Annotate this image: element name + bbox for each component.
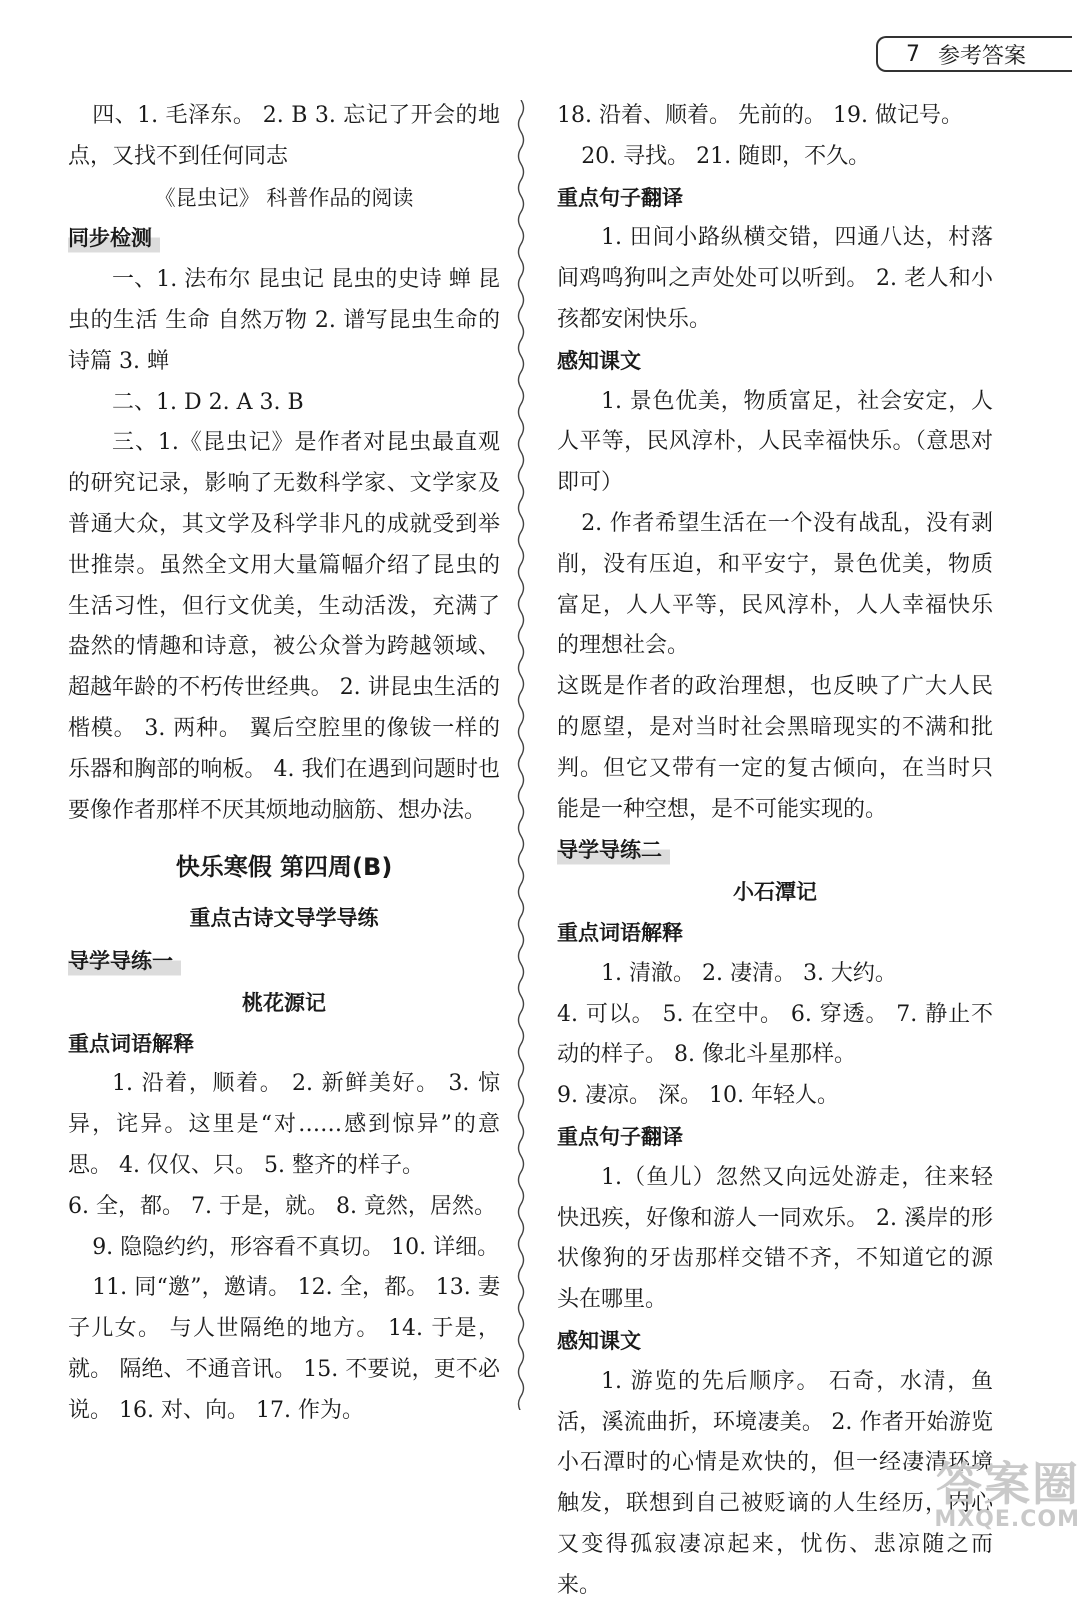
- answer-para: 2. 作者希望生活在一个没有战乱，没有剥削，没有压迫，和平安宁，景色优美，物质富足，人人平等，民风淳朴，人人幸福快乐的理想社会。: [557, 510, 993, 659]
- left-column: [68, 96, 500, 1432]
- answer-para: 20. 寻找。 21. 随即，不久。: [581, 143, 871, 169]
- reading-title: 《昆虫记》 科普作品的阅读: [154, 185, 414, 210]
- answer-para: 1. 游览的先后顺序。 石奇，水清，鱼活，溪流曲折，环境凄美。 2. 作者开始游览小石潭时的心情是欢快的，但一经凄清环境触发，联想到自己被贬谪的人生经历，内心又变得孤寂凄凉起来，忧伤、悲凉随之而来。: [557, 1368, 993, 1598]
- answer-para: 9. 隐隐约约，形容看不真切。 10. 详细。: [92, 1234, 500, 1260]
- section-heading: 导学导练一: [68, 941, 181, 982]
- section-heading: 同步检测: [68, 218, 160, 259]
- answer-para: 1.（鱼儿）忽然又向远处游走，往来轻快迅疾，好像和游人一同欢乐。 2. 溪岸的形状像狗的牙齿那样交错不齐，不知道它的源头在哪里。: [557, 1164, 993, 1313]
- answer-para: 这既是作者的政治理想，也反映了广大人民的愿望，是对当时社会黑暗现实的不满和批判。但它又带有一定的复古倾向，在当时只能是一种空想，是不可能实现的。: [557, 674, 993, 822]
- answer-para: 9. 凄凉。 深。 10. 年轻人。: [557, 1083, 839, 1109]
- section-heading: 导学导练二: [557, 830, 670, 871]
- answer-para: 18. 沿着、顺着。 先前的。 19. 做记号。: [557, 103, 963, 128]
- answer-para: 1. 清澈。 2. 凄清。 3. 大约。: [601, 960, 897, 986]
- column-divider: [514, 100, 528, 1410]
- answer-para: 二、1. D 2. A 3. B: [112, 389, 304, 415]
- answer-para: 4. 可以。 5. 在空中。 6. 穿透。 7. 静止不动的样子。 8. 像北斗星那样。: [557, 1001, 993, 1068]
- answer-para: 11. 同“邀”，邀请。 12. 全，都。 13. 妻子儿女。 与人世隔绝的地方。 14. 于是，就。 隔绝、不通音讯。 15. 不要说，更不必说。 16. 对、向。 17. 作为。: [68, 1275, 500, 1423]
- watermark: [900, 1457, 1080, 1532]
- section-heading: 重点句子翻译: [557, 185, 683, 210]
- page-number: 7: [906, 41, 920, 67]
- page-header-tab: [876, 36, 1072, 72]
- answer-para: 1. 景色优美，物质富足，社会安定，人人平等，民风淳朴，人民幸福快乐。（意思对即可）: [557, 388, 993, 496]
- section-heading: 感知课文: [557, 348, 641, 373]
- answer-para: 三、1.《昆虫记》是作者对昆虫最直观的研究记录，影响了无数科学家、文学家及普通大众，其文学及科学非凡的成就受到举世推崇。虽然全文用大量篇幅介绍了昆虫的生活习性，但行文优美，生动活泼，充满了盎然的情趣和诗意，被公众誉为跨越领域、超越年龄的不朽传世经典。 2. 讲昆虫生活的楷模。 3. 两种。 翼后空腔里的像钹一样的乐器和胸部的响板。 4. 我们在遇到问题时也要像作者那样不厌其烦地动脑筋、想办法。: [68, 430, 500, 823]
- text-title: 小石潭记: [733, 880, 817, 905]
- section-label: 参考答案: [938, 43, 1027, 69]
- watermark-url: MXQE.COM: [934, 1507, 1080, 1532]
- section-heading: 感知课文: [557, 1328, 641, 1353]
- answer-para: 一、1. 法布尔 昆虫记 昆虫的史诗 蝉 昆虫的生活 生命 自然万物 2. 谱写昆虫生命的诗篇 3. 蝉: [68, 267, 500, 374]
- answer-para: 1. 田间小路纵横交错，四通八达，村落间鸡鸣狗叫之声处处可以听到。 2. 老人和小孩都安闲快乐。: [557, 225, 993, 332]
- right-column: [557, 96, 993, 1606]
- sub-title: 重点古诗文导学导练: [189, 906, 379, 931]
- section-heading: 重点词语解释: [557, 920, 683, 945]
- section-heading: 重点词语解释: [68, 1031, 194, 1056]
- week-title: 快乐寒假 第四周(B): [175, 853, 393, 882]
- text-title: 桃花源记: [242, 990, 326, 1015]
- section-heading: 重点句子翻译: [557, 1124, 683, 1149]
- answer-para: 1. 沿着，顺着。 2. 新鲜美好。 3. 惊异，诧异。这里是“对……感到惊异”的意思。 4. 仅仅、只。 5. 整齐的样子。: [68, 1071, 500, 1178]
- answer-para: 四、1. 毛泽东。 2. B 3. 忘记了开会的地点，又找不到任何同志: [68, 103, 500, 169]
- answer-para: 6. 全，都。 7. 于是，就。 8. 竟然，居然。: [68, 1193, 496, 1219]
- watermark-logo-text: 答案圈: [936, 1457, 1080, 1511]
